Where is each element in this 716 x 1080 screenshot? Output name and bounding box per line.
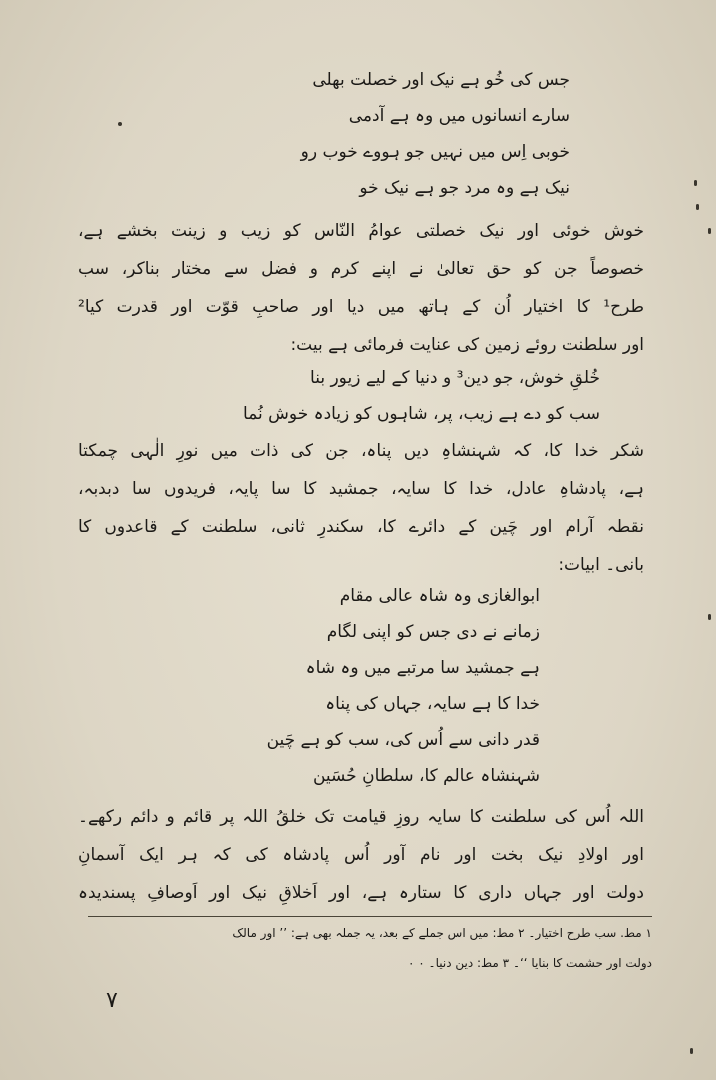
ink-speck	[690, 1048, 693, 1054]
verse-line: نیک ہے وہ مرد جو ہے نیک خو	[359, 178, 570, 198]
verse-line: شہنشاہ عالم کا، سلطانِ حُسَین	[312, 766, 540, 786]
verse-line: ہے جمشید سا مرتبے میں وہ شاہ	[305, 658, 540, 678]
prose-line: طرح¹ کا اختیار اُن کے ہاتھ میں دیا اور صاحبِ قوّت اور قدرت کیا²	[78, 297, 644, 317]
verse-line: سب کو دے ہے زیب، پر، شاہوں کو زیادہ خوش نُما	[243, 404, 600, 424]
paragraph-2	[78, 432, 644, 584]
prose-line: خوش خوئی اور نیک خصلتی عوامُ النّاس کو زیب و زینت بخشے ہے،	[78, 221, 644, 241]
footnote-divider	[88, 916, 652, 917]
verse-line: خوبی اِس میں نہیں جو ہووے خوب رو	[300, 142, 570, 162]
paragraph-1	[78, 212, 644, 364]
prose-line: ہے، پادشاہِ عادل، خدا کا سایہ، جمشید کا سا پایہ، فریدوں سا دبدبہ،	[78, 479, 644, 499]
prose-line: خصوصاً جن کو حق تعالیٰ نے اپنے کرم و فضل سے مختار بناکر، سب	[78, 259, 644, 279]
verse-block-1	[150, 62, 570, 206]
page-number: ۷	[106, 988, 118, 1013]
verse-line: جس کی خُو ہے نیک اور خصلت بھلی	[312, 70, 570, 90]
verse-line: سارے انسانوں میں وہ ہے آدمی	[348, 106, 570, 126]
paragraph-3	[78, 798, 644, 912]
footnote-line: دولت اور حشمت کا بنایا ‘‘۔ ۳ مط: دین دنیا۔ ۰ ۰	[408, 956, 652, 970]
ink-speck	[708, 614, 711, 620]
prose-line: اللہ اُس کی سلطنت کا سایہ روزِ قیامت تک خلقُ اللہ پر قائم و دائم رکھے۔	[78, 807, 644, 827]
verse-line: ابوالغازی وہ شاہ عالی مقام	[339, 586, 540, 606]
ink-speck	[708, 228, 711, 234]
prose-line: اور سلطنت روئے زمین کی عنایت فرمائی ہے بیت:	[290, 335, 644, 355]
verse-line: زمانے نے دی جس کو اپنی لگام	[326, 622, 540, 642]
prose-line: اور اولادِ نیک بخت اور نام آور اُس پادشاہ کی کہ ہر ایک آسمانِ	[78, 845, 644, 865]
prose-line: دولت اور جہاں داری کا ستارہ ہے، اور اَخلاقِ نیک اور اَوصافِ پسندیدہ	[78, 883, 644, 903]
ink-speck	[696, 204, 699, 210]
footnote-line: ۱ مط. سب طرح اختیار۔ ۲ مط: میں اس جملے کے بعد، یہ جملہ بھی ہے: ’’ اور مالک	[232, 926, 652, 940]
verse-line: خدا کا ہے سایہ، جہاں کی پناہ	[325, 694, 540, 714]
verse-block-2	[120, 360, 600, 432]
verse-line: قدر دانی سے اُس کی، سب کو ہے چَین	[266, 730, 540, 750]
prose-line: شکر خدا کا، کہ شہنشاہِ دیں پناہ، جن کی ذات میں نورِ الٰہی چمکتا	[78, 441, 644, 461]
ink-speck	[118, 122, 122, 126]
prose-line: نقطہ آرام اور چَین کے دائرے کا، سکندرِ ثانی، سلطنت کے قاعدوں کا	[78, 517, 644, 537]
verse-line: خُلقِ خوش، جو دین³ و دنیا کے لیے زیور بنا	[310, 368, 600, 388]
footnotes	[92, 918, 652, 978]
prose-line: بانی۔ ابیات:	[558, 555, 644, 575]
ink-speck	[694, 180, 697, 186]
verse-block-3	[200, 578, 540, 794]
